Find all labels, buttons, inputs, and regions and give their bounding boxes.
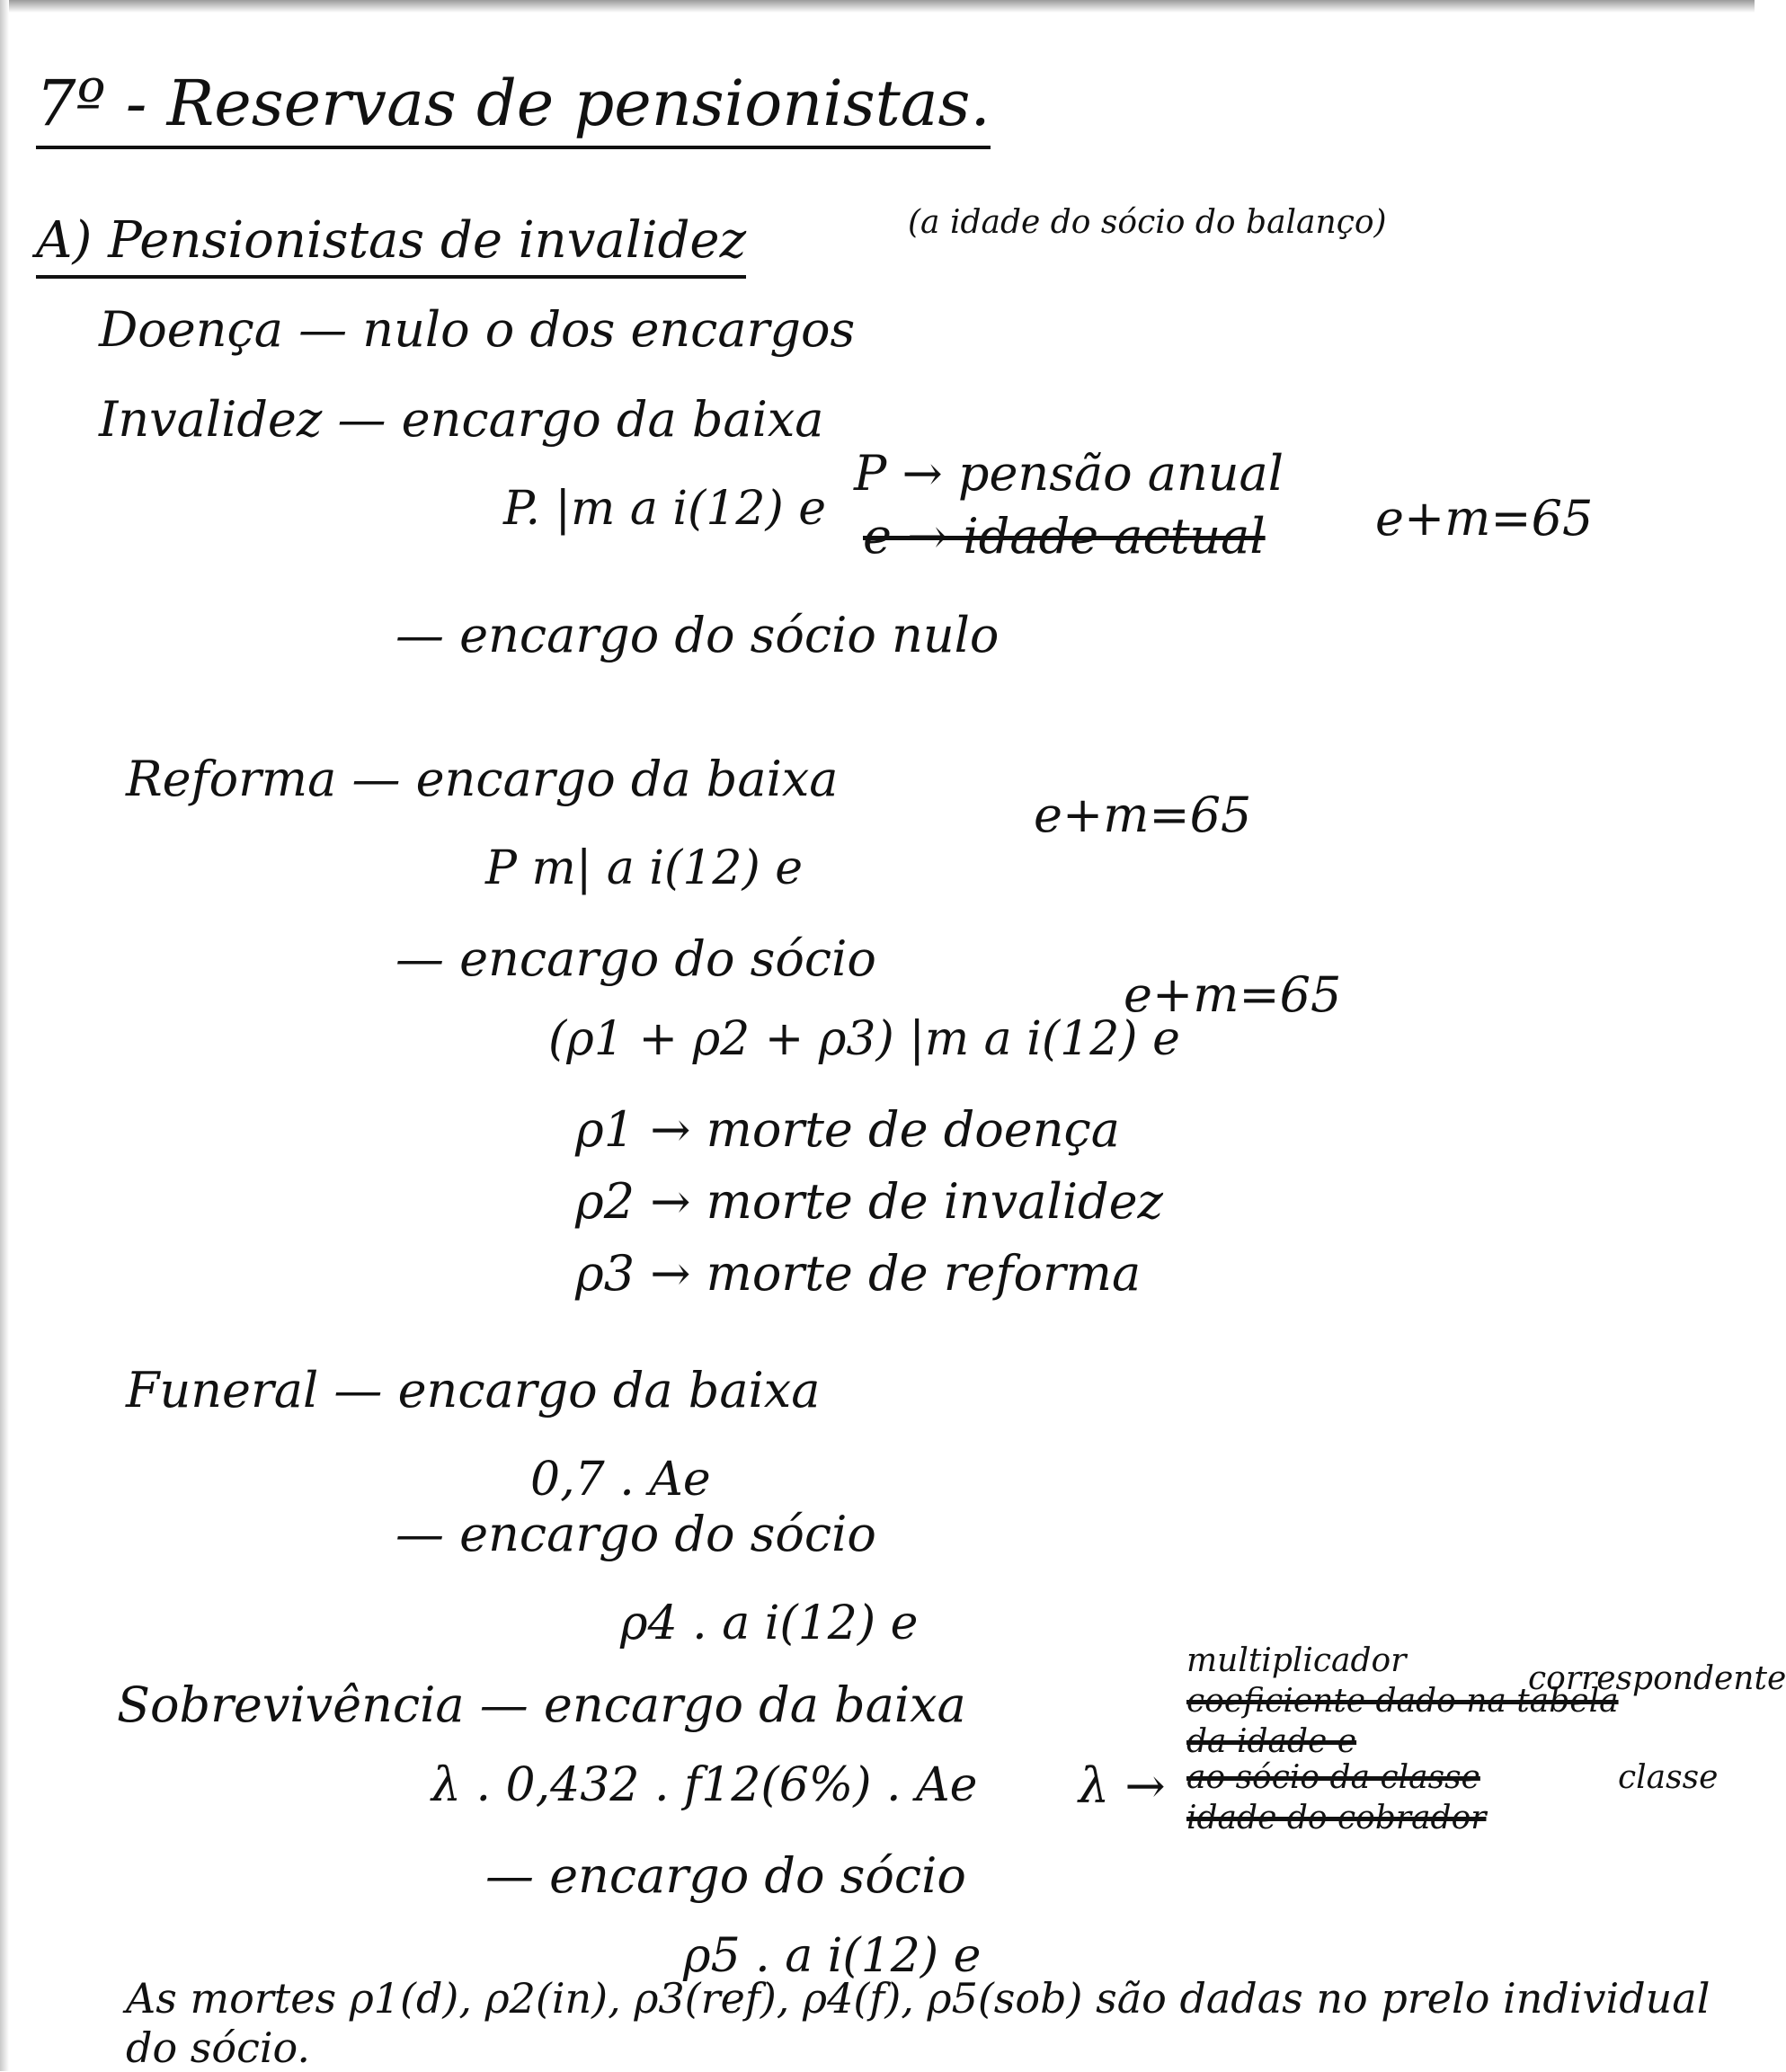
line-invalidez: Invalidez — encargo da baixa xyxy=(99,391,824,448)
line-encargo-socio-sobrev: — encargo do sócio xyxy=(485,1847,966,1904)
line-sobrevivencia: Sobrevivência — encargo da baixa xyxy=(117,1676,966,1733)
line-reforma: Reforma — encargo da baixa xyxy=(126,751,839,807)
line-doenca: Doença — nulo o dos encargos xyxy=(99,301,856,358)
formula-funeral-socio: ρ4 . a i(12) e xyxy=(620,1596,919,1650)
formula-sobrevivencia: λ . 0,432 . f12(6%) . Ae xyxy=(431,1758,978,1812)
scan-left-shadow xyxy=(0,0,9,2071)
section-heading xyxy=(36,211,747,270)
lambda-arrow: λ → xyxy=(1079,1757,1166,1814)
definition-rho1: ρ1 → morte de doença xyxy=(575,1101,1120,1158)
struck-idade-actual: e → idade actual xyxy=(863,508,1266,565)
definition-rho3: ρ3 → morte de reforma xyxy=(575,1245,1142,1302)
line-encargo-socio-reforma: — encargo do sócio xyxy=(395,930,876,987)
scan-top-shadow xyxy=(0,0,1755,13)
page-title xyxy=(36,67,991,140)
line-funeral: Funeral — encargo da baixa xyxy=(126,1362,821,1418)
footer-line-1: As mortes ρ1(d), ρ2(in), ρ3(ref), ρ4(f), ρ5(sob) são dadas no prelo individual xyxy=(126,1974,1710,2023)
struck-idade: da idade e xyxy=(1186,1723,1357,1760)
definition-p: P → pensão anual xyxy=(854,445,1284,502)
line-encargo-socio-funeral: — encargo do sócio xyxy=(395,1506,876,1562)
struck-coeficiente: coeficiente dado na tabela xyxy=(1186,1683,1619,1720)
definition-rho2: ρ2 → morte de invalidez xyxy=(575,1173,1163,1230)
formula-reforma-socio: (ρ1 + ρ2 + ρ3) |m a i(12) e xyxy=(548,1012,1180,1066)
note-multiplicador: multiplicador xyxy=(1186,1642,1407,1679)
formula-reforma: P m| a i(12) e xyxy=(485,841,804,895)
formula-sobrevivencia-socio: ρ5 . a i(12) e xyxy=(683,1929,982,1983)
footer-line-2: do sócio. xyxy=(126,2023,311,2072)
formula-funeral: 0,7 . Ae xyxy=(530,1453,711,1507)
struck-socio-classe: ao sócio da classe xyxy=(1186,1759,1480,1796)
condition-e-m-65-a: e+m=65 xyxy=(1375,490,1594,547)
formula-invalidez: P. |m a i(12) e xyxy=(503,482,827,536)
page-title-text: 7º - Reservas de pensionistas. xyxy=(36,67,991,149)
condition-e-m-65-b: e+m=65 xyxy=(1034,787,1252,843)
section-note: (a idade do sócio do balanço) xyxy=(908,204,1387,241)
struck-idade-cobrador: idade do cobrador xyxy=(1186,1800,1487,1836)
line-encargo-socio-nulo: — encargo do sócio nulo xyxy=(395,607,1000,663)
condition-e-m-65-c: e+m=65 xyxy=(1124,966,1342,1023)
note-classe: classe xyxy=(1618,1759,1719,1796)
section-heading-text: A) Pensionistas de invalidez xyxy=(36,211,746,279)
note-correspondente: correspondente xyxy=(1528,1660,1786,1697)
